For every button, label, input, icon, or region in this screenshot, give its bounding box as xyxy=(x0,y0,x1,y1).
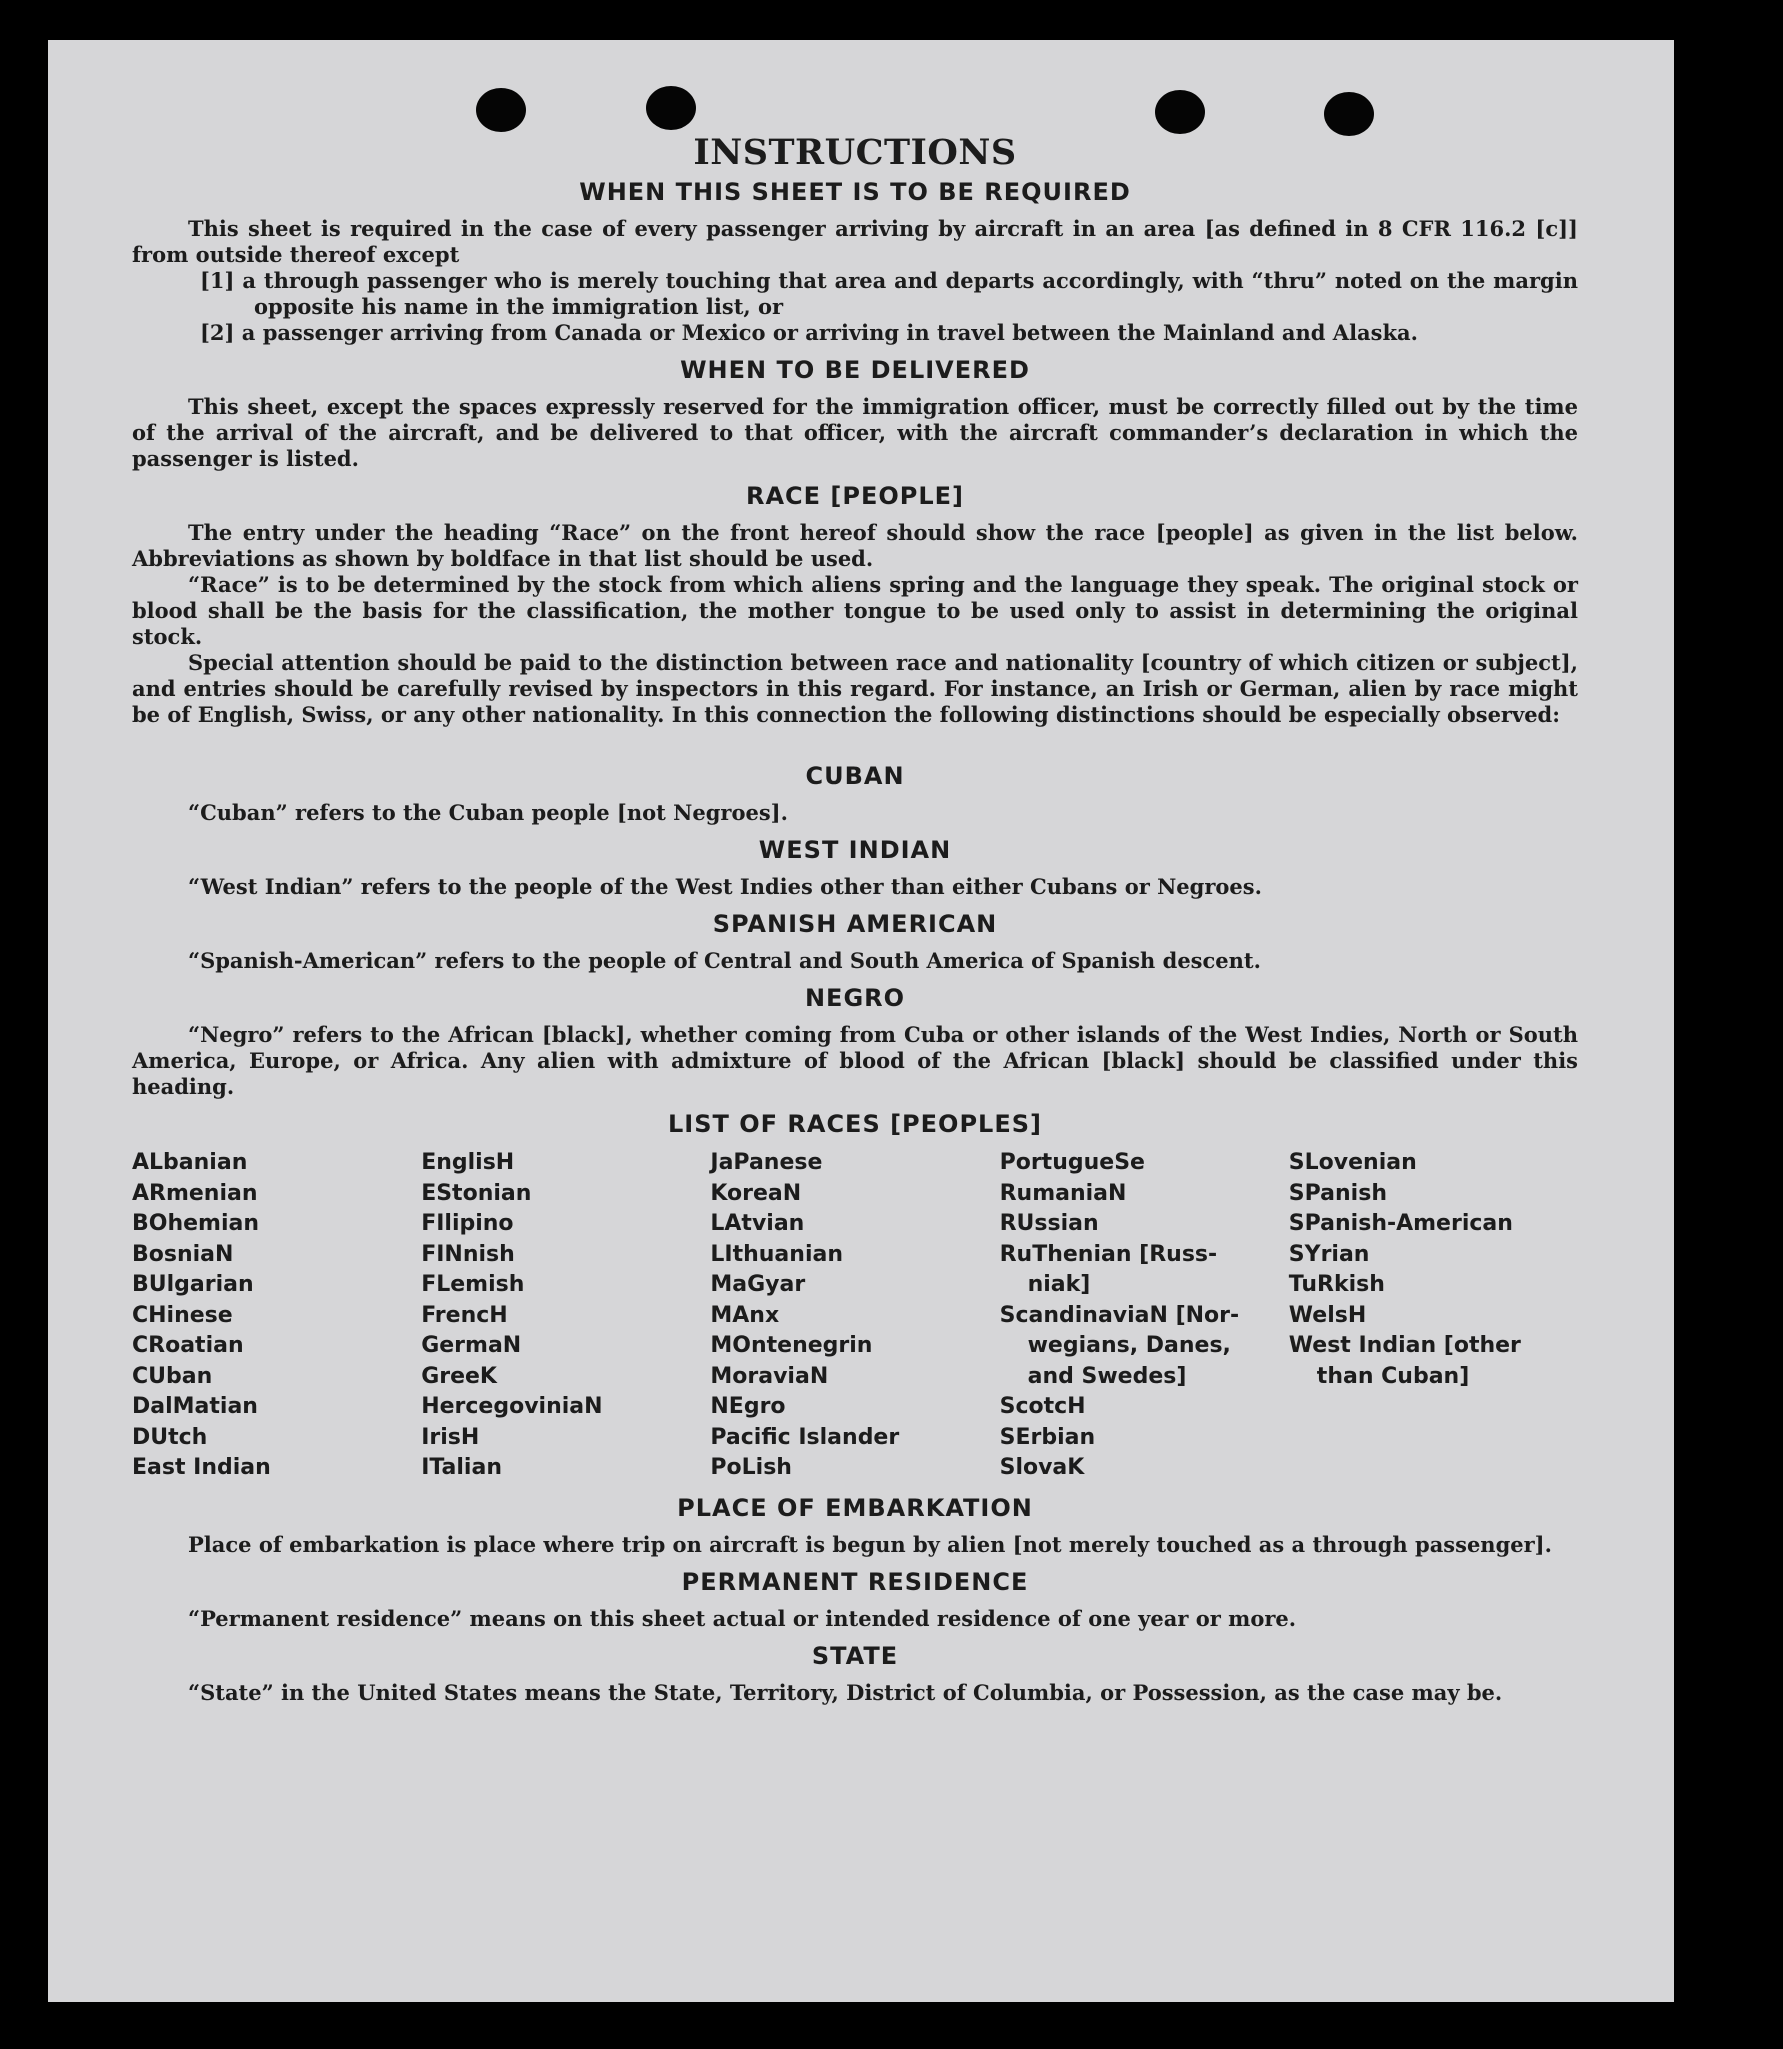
section-heading-embarkation: PLACE OF EMBARKATION xyxy=(677,1493,1033,1522)
race-column xyxy=(132,1148,421,1484)
race-entry: West Indian [other xyxy=(1288,1333,1521,1358)
race-entry: KoreaN xyxy=(710,1180,802,1206)
punch-hole xyxy=(1155,90,1205,134)
negro-text: “Negro” refers to the African [black], whether coming from Cuba or other islands of the West Indies, North or South America, Europe, or Africa. Any alien with admixture of blood of the African [black] should be classified under this heading. xyxy=(132,1022,1578,1099)
exception-item-2: [2] a passenger arriving from Canada or Mexico or arriving in travel between the Mainland and Alaska. xyxy=(200,320,1418,345)
when-required-intro: This sheet is required in the case of every passenger arriving by aircraft in an area [as defined in 8 CFR 116.2 [c]] from outside thereof except xyxy=(132,216,1578,267)
race-entry: RumaniaN xyxy=(999,1180,1127,1206)
when-delivered-text: This sheet, except the spaces expressly reserved for the immigration officer, must be correctly filled out by the time of the arrival of the aircraft, and be delivered to that officer, with the aircraft commander’s declaration in which the passenger is listed. xyxy=(132,394,1578,471)
state-text: “State” in the United States means the State, Territory, District of Columbia, or Possession, as the case may be. xyxy=(188,1679,1503,1705)
race-entry: ScotcH xyxy=(999,1394,1086,1419)
punch-hole xyxy=(1324,92,1374,136)
race-entry: niak] xyxy=(1027,1272,1091,1297)
race-paragraph-2: “Race” is to be determined by the stock from which aliens spring and the language they speak. The original stock or blood shall be the basis for the classification, the mother tongue to be used only to assist in determining the original stock. xyxy=(132,572,1578,649)
page-title: INSTRUCTIONS xyxy=(693,132,1017,173)
race-entry: and Swedes] xyxy=(1027,1363,1187,1389)
race-entry: than Cuban] xyxy=(1316,1363,1470,1389)
west-indian-text: “West Indian” refers to the people of the West Indies other than either Cubans or Negroes. xyxy=(188,874,1262,899)
race-entry: GermaN xyxy=(421,1333,522,1358)
race-entry: ScandinaviaN [Nor- xyxy=(999,1302,1240,1328)
race-entry: IrisH xyxy=(421,1424,480,1450)
section-heading-race: RACE [PEOPLE] xyxy=(745,482,965,510)
race-entry: MaGyar xyxy=(710,1272,806,1297)
punch-hole xyxy=(476,88,526,132)
section-heading-when-required: WHEN THIS SHEET IS TO BE REQUIRED xyxy=(579,178,1131,206)
document-page xyxy=(48,40,1674,2002)
race-entry: SPanish xyxy=(1288,1180,1387,1206)
race-entry: NEgro xyxy=(710,1394,786,1419)
race-entry: GreeK xyxy=(421,1363,497,1389)
race-entry: HercegoviniaN xyxy=(421,1394,603,1419)
section-heading-negro: NEGRO xyxy=(804,984,906,1012)
race-entry: RuThenian [Russ- xyxy=(999,1241,1218,1267)
race-entry: EnglisH xyxy=(421,1150,515,1175)
race-entry: Pacific Islander xyxy=(710,1424,900,1450)
race-entry: SlovaK xyxy=(999,1455,1085,1480)
race-entry: DUtch xyxy=(132,1424,208,1450)
race-column xyxy=(1000,1148,1289,1484)
race-entry: TuRkish xyxy=(1288,1272,1385,1297)
race-entry: FLemish xyxy=(421,1272,525,1297)
race-entry: LIthuanian xyxy=(710,1241,843,1267)
race-entry: JaPanese xyxy=(710,1150,823,1175)
race-entry: FINnish xyxy=(421,1241,515,1267)
race-entry: MOntenegrin xyxy=(710,1333,873,1358)
race-entry: BUlgarian xyxy=(132,1272,254,1297)
race-entry: CHinese xyxy=(132,1302,233,1328)
race-entry: FrencH xyxy=(421,1302,508,1328)
race-paragraph-1: The entry under the heading “Race” on the front hereof should show the race [people] as given in the list below. Abbreviations as shown by boldface in that list should be used. xyxy=(132,520,1578,571)
race-entry: SErbian xyxy=(999,1424,1096,1450)
embarkation-text: Place of embarkation is place where trip on aircraft is begun by alien [not merely touched as a through passenger]. xyxy=(188,1531,1552,1557)
race-entry: wegians, Danes, xyxy=(1027,1333,1231,1358)
race-entry: MAnx xyxy=(710,1302,780,1328)
race-entry: MoraviaN xyxy=(710,1363,829,1389)
race-entry: SPanish-American xyxy=(1288,1211,1513,1236)
race-entry: BOhemian xyxy=(132,1211,260,1236)
permanent-residence-text: “Permanent residence” means on this sheet actual or intended residence of one year or more. xyxy=(188,1605,1297,1631)
section-heading-state: STATE xyxy=(811,1641,899,1670)
race-entry: ALbanian xyxy=(132,1150,248,1175)
section-heading-permanent-residence: PERMANENT RESIDENCE xyxy=(681,1567,1029,1596)
race-entry: East Indian xyxy=(132,1455,271,1480)
race-entry: FIlipino xyxy=(421,1211,514,1236)
race-entry: DalMatian xyxy=(132,1394,258,1419)
section-heading-west-indian: WEST INDIAN xyxy=(758,836,952,864)
section-heading-spanish-american: SPANISH AMERICAN xyxy=(712,910,998,938)
section-heading-when-delivered: WHEN TO BE DELIVERED xyxy=(680,356,1030,384)
race-entry: SLovenian xyxy=(1288,1150,1417,1175)
race-entry: WelsH xyxy=(1288,1302,1367,1328)
race-entry: SYrian xyxy=(1288,1241,1370,1267)
section-heading-list-of-races: LIST OF RACES [PEOPLES] xyxy=(668,1110,1042,1138)
exception-item-1: [1] a through passenger who is merely touching that area and departs accordingly, with “thru” noted on the margin opposite his name in the immigration list, or xyxy=(200,268,1578,319)
race-paragraph-3: Special attention should be paid to the distinction between race and nationality [country of which citizen or subject], and entries should be carefully revised by inspectors in this regard. For instance, an Irish or German, alien by race might be of English, Swiss, or any other nationality. In this connection the following distinctions should be especially observed: xyxy=(132,650,1578,727)
race-entry: RUssian xyxy=(999,1211,1099,1236)
race-entry: EStonian xyxy=(421,1180,532,1206)
race-column xyxy=(710,1148,999,1484)
race-list xyxy=(132,1148,1578,1484)
race-column xyxy=(1289,1148,1578,1484)
spanish-american-text: “Spanish-American” refers to the people of Central and South America of Spanish descent. xyxy=(188,948,1261,973)
race-entry: CUban xyxy=(132,1363,213,1389)
race-entry: ITalian xyxy=(421,1455,502,1480)
section-heading-cuban: CUBAN xyxy=(805,762,905,790)
punch-hole xyxy=(646,86,696,130)
race-column xyxy=(421,1148,710,1484)
race-entry: CRoatian xyxy=(132,1333,244,1358)
race-entry: BosniaN xyxy=(132,1241,234,1267)
race-entry: PortugueSe xyxy=(999,1150,1145,1175)
document-content xyxy=(132,132,1578,1706)
race-entry: ARmenian xyxy=(132,1180,258,1206)
race-entry: LAtvian xyxy=(710,1211,805,1236)
cuban-text: “Cuban” refers to the Cuban people [not Negroes]. xyxy=(188,800,788,825)
race-entry: PoLish xyxy=(710,1455,792,1480)
